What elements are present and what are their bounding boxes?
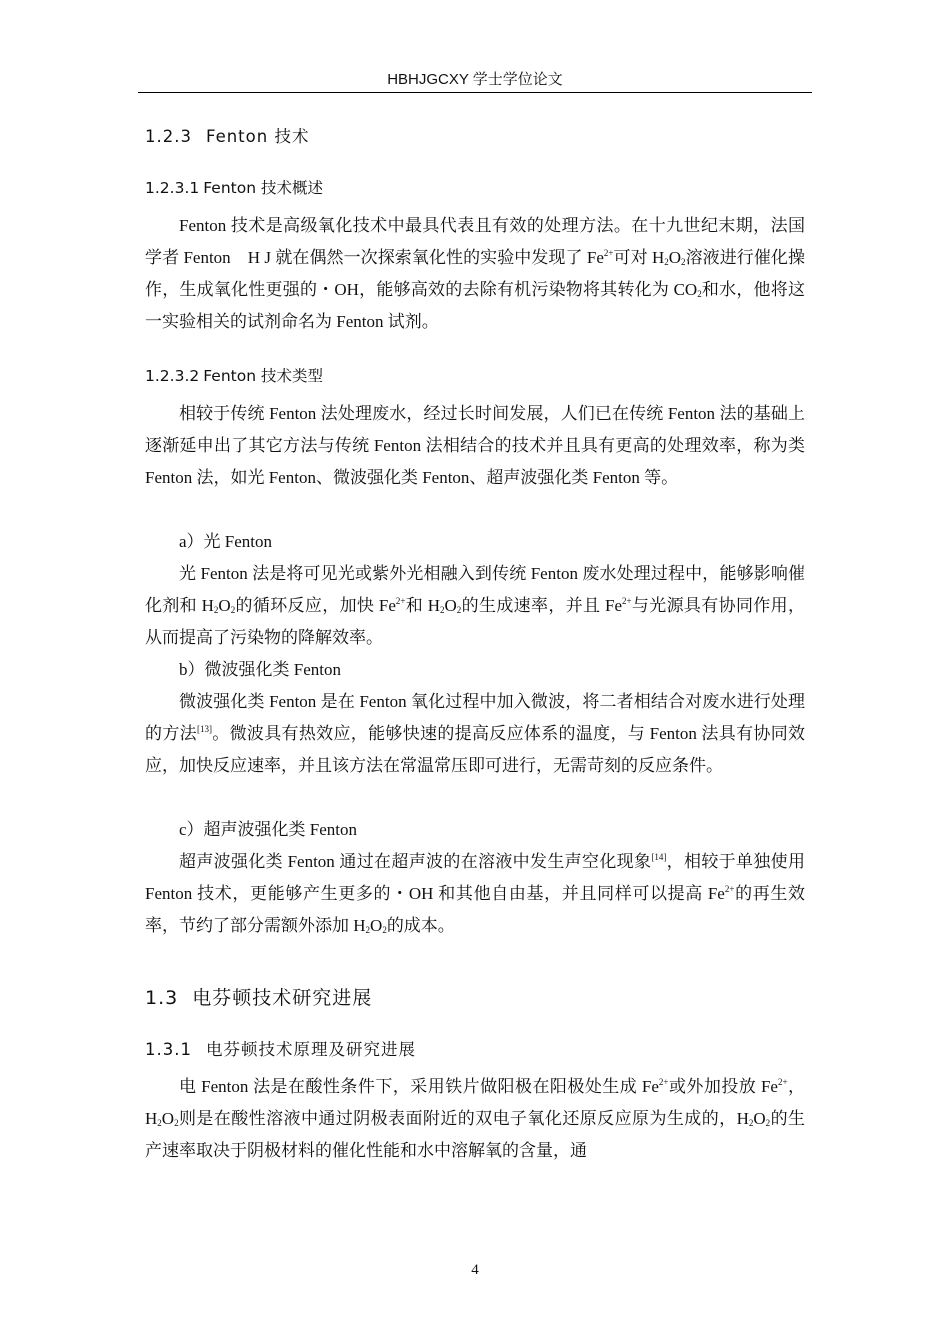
running-header: HBHJGCXY 学士学位论文 xyxy=(387,71,563,88)
section-number: 1.2.3 xyxy=(145,127,192,146)
list-item-c: c）超声波强化类 Fenton xyxy=(179,820,358,839)
section-number: 1.2.3.1 xyxy=(145,179,200,197)
section-1-3-heading xyxy=(145,983,372,1010)
page-number: 4 xyxy=(471,1262,479,1278)
section-1-2-3-1-heading xyxy=(145,176,323,198)
section-1-3-1-heading xyxy=(145,1036,416,1060)
section-number: 1.2.3.2 xyxy=(145,367,200,385)
section-title: 电芬顿技术研究进展 xyxy=(192,987,373,1009)
citation: [13] xyxy=(196,724,212,734)
section-number: 1.3 xyxy=(145,987,179,1009)
paragraph-ultrasonic-fenton: 超声波强化类 Fenton 通过在超声波的在溶液中发生声空化现象[14]，相较于单独使用 Fenton 技术，更能够产生更多的・OH 和其他自由基，并且同样可以提高 $Fe^{2+}$的再生效率，节约了部分需额外添加 $H_2O_2$的成本。 xyxy=(145,852,805,935)
paragraph-fenton-types: 相较于传统 Fenton 法处理废水，经过长时间发展，人们已在传统 Fenton 法的基础上逐渐延申出了其它方法与传统 Fenton 法相结合的技术并且具有更高的处理效率，称为类 Fenton 法，如光 Fenton、微波强化类 Fenton、超声波强化类 Fenton 等。 xyxy=(145,404,805,487)
section-title: Fenton 技术概述 xyxy=(203,179,323,197)
list-item-a: a）光 Fenton xyxy=(179,532,273,551)
section-title: Fenton 技术 xyxy=(205,127,310,146)
paragraph-fenton-overview: Fenton 技术是高级氧化技术中最具代表且有效的处理方法。在十九世纪末期，法国学者 Fenton H J 就在偶然一次探索氧化性的实验中发现了 $Fe^{2+}$可对 $H_2O_2$溶液进行催化操作，生成氧化性更强的・OH，能够高效的去除有机污染物将其转化为 $CO_2$和水，他将这一实验相关的试剂命名为 Fenton 试剂。 xyxy=(145,216,806,331)
list-item-b: b）微波强化类 Fenton xyxy=(179,660,341,679)
header-rule xyxy=(138,92,812,93)
citation: [14] xyxy=(651,852,667,862)
section-1-2-3-heading xyxy=(145,123,309,147)
section-title: Fenton 技术类型 xyxy=(203,367,323,385)
paragraph-microwave-fenton: 微波强化类 Fenton 是在 Fenton 氧化过程中加入微波，将二者相结合对废水进行处理的方法[13]。微波具有热效应，能够快速的提高反应体系的温度，与 Fenton 法具有协同效应，加快反应速率，并且该方法在常温常压即可进行，无需苛刻的反应条件。 xyxy=(145,692,806,775)
section-number: 1.3.1 xyxy=(145,1040,192,1059)
section-title: 电芬顿技术原理及研究进展 xyxy=(205,1040,416,1059)
paragraph-photo-fenton: 光 Fenton 法是将可见光或紫外光相融入到传统 Fenton 废水处理过程中，能够影响催化剂和 $H_2O_2$的循环反应，加快 $Fe^{2+}$和 $H_2O_2$的生成速率，并且 $Fe^{2+}$与光源具有协同作用，从而提高了污染物的降解效率。 xyxy=(145,564,805,647)
paragraph-electro-fenton: 电 Fenton 法是在酸性条件下，采用铁片做阳极在阳极处生成 $Fe^{2+}$或外加投放 $Fe^{2+}$，$H_2O_2$则是在酸性溶液中通过阴极表面附近的双电子氧化还原反应原为生成的，$H_2O_2$的生产速率取决于阴极材料的催化性能和水中溶解氧的含量，通 xyxy=(145,1077,806,1160)
section-1-2-3-2-heading xyxy=(145,364,323,386)
